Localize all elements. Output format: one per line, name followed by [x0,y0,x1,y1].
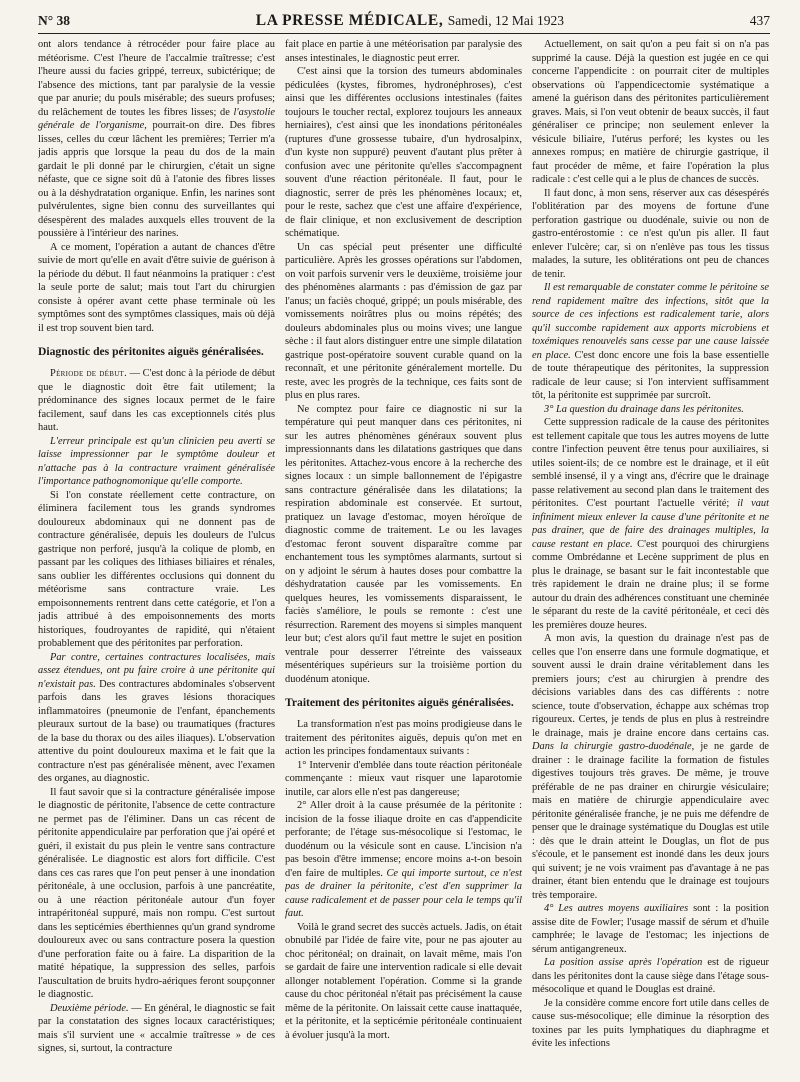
journal-title [256,12,564,30]
column-3 [532,38,769,1074]
paragraph: Ne comptez pour faire ce diagnostic ni sur la température qui peut manquer dans ces péritonites, ni sur les autres phénomènes généraux souvent plus impressionnants dans les dilatations gastriques que dans les péritonites. Attachez-vous encore à la recherche des signes locaux : un simple ballonnement de l'épigastre sans contracture généralisée dans les dilatations; la respiration abdominale est conservée. Et surtout, pratiquez un lavage d'estomac, moyen héroïque de diagnostic comme de traitement. Le ou les lavages d'estomac feront souvent disparaître comme par enchantement tous les symptômes alarmants, surtout si on y adjoint le sérum à hautes doses pour combattre la déshydratation causée par les vomissements. En quelques heures, les vomissements disparaissent, le faciès s'améliore, le pouls se remonte : c'est une résurrection. Rarement des moyens si simples manquent leur but; c'est alors qu'il faut mettre le sujet en position ventrale pour desserrer l'étreinte des vaisseaux mésentériques supérieurs sur la troisième portion du duodénum atonique. [285,403,522,685]
text-columns [38,38,770,1074]
paragraph: Un cas spécial peut présenter une difficulté particulière. Après les grosses opérations sur l'abdomen, on voit parfois survenir vers le deuxième, troisième jour des phénomènes alarmants : pas d'émission de gaz par l'anus; un faciès choqué, grippé; un pouls misérable, des vomissements noirâtres plus ou moins répétés; des douleurs abdominales plus ou moins vives; une langue sèche : il faut alors distinguer entre une simple dilatation gastrique post-opératoire souvent curable quand on la reconnaît, et une péritonite généralement mortelle. Du reste, avec les progrès de la technique, ces faits sont de plus en plus rares. [285,241,522,401]
running-header [38,12,770,38]
section-heading-traitement: Traitement des péritonites aiguës généralisées. [285,696,514,709]
section-heading-diagnostic: Diagnostic des péritonites aiguës généralisées. [38,345,264,358]
paragraph: 2° Aller droit à la cause présumée de la péritonite : incision de la fosse iliaque droite en cas d'appendicite perforante; de l'étage sus-mésocolique si l'estomac, le duodénum ou la vésicule sont en cause. L'incision n'a pas besoin d'être immense; encore moins a-t-on besoin d'en faire de multiples. Ce qui importe surtout, ce n'est pas de drainer la péritonite, c'est d'en supprimer la cause radicalement et de passer pour cela le temps qu'il faut. [285,800,522,919]
paragraph: 4° Les autres moyens auxiliaires sont : la position assise dite de Fowler; l'usage massif de sérum et d'huile camphrée; le lavage de l'estomac; les injections de sérum antigangreneux. [532,903,769,955]
issue-number: N° 38 [38,13,71,28]
paragraph: La transformation n'est pas moins prodigieuse dans le traitement des péritonites aiguës, depuis qu'on met en action les principes fondamentaux suivants : [285,719,522,757]
page-number: 437 [749,13,770,28]
column-2 [285,38,522,1074]
paragraph: Actuellement, on sait qu'on a peu fait si on n'a pas supprimé la cause. Déjà la question est jugée en ce qui concerne l'appendicite : on pourrait citer de multiples observations où l'appendicectomie systématique a amené la guérison dans des péritonites particulièrement graves. Mais, si l'on veut obtenir de beaux succès, il faut généraliser ce principe; non seulement enlever la vésicule biliaire, l'utérus perforé; les kystes ou les annexes rompus; en matière de chirurgie gastrique, il faut procéder de même, et faire l'opération la plus radicale : c'est celle qui a le plus de chances de succès. [532,39,769,185]
paragraph: Je la considère comme encore fort utile dans celles de cause sus-mésocolique; elle diminue la résorption des toxines par les puits lymphatiques du diaphragme et évite les infections [532,997,769,1049]
paragraph: Si l'on constate réellement cette contracture, on éliminera facilement tous les grands syndromes douloureux abdominaux qui ne donnent pas de contracture généralisée, depuis les douleurs de l'ulcus gastrique non perforé, jusqu'à la colique de plomb, en passant par les coliques des lithiases biliaires et rénales, sans oublier les différentes occlusions qui donnent du météorisme sans contracture vraie. Les empoisonnements rentrent dans cette catégorie, et l'on a jadis attribué à des empoisonnements des morts historiques, foudroyantes de rapidité, qui n'étaient probablement que des péritonites par perforation. [38,489,275,649]
paragraph: A mon avis, la question du drainage n'est pas de celles que l'on enserre dans une formule dogmatique, et souvent aussi le drain draine véritablement dans les premiers jours; c'est au chirurgien à prendre des décisions variables dans des cas différents : notre science, toute d'observation, échappe aux schémas trop rigoureux. Certes, je tends de plus en plus à restreindre le drainage, mais je draine encore dans certains cas. Dans la chirurgie gastro-duodénale, je ne garde de drainer : le drainage facilite la formation de fistules digestives toujours très graves. De même, je trouve préférable de ne pas drainer en chirurgie vésiculaire; mais en matière de chirurgie appendiculaire avec péritonite généralisée franche, je ne puis me défendre de penser que le drainage systématique du Douglas est utile : dès que le drain atteint le Douglas, un flot de pus s'écoule, et le pansement est inondé dans les deux jours qui suivent; je ne vois vraiment pas d'avantage à ne pas drainer, étant bien entendu que le drainage est toujours très temporaire. [532,633,769,901]
paragraph: Il faut savoir que si la contracture généralisée impose le diagnostic de péritonite, l'absence de cette contracture ne permet pas de l'éliminer. Dans un cas récent de péritonite appendiculaire par perforation que j'ai opéré et guéri, il existait du pus plein le ventre sans contracture généralisée. Le diagnostic est alors fort difficile. C'est dans ces cas rares que l'on peut penser à une inondation péritonéale, à une occlusion, parfois à une pancréatite, ou à une réaction péritonéale autour d'un foyer intrapéritonéal suppuré, mais non rompu. C'est surtout dans les septicémies éberthiennes qu'un grand syndrome douloureux avec ou sans contracture posera la question d'une perforation faite ou à faire. La disparition de la matité hépatique, la suppression des selles, parfois l'auscultation de bruits hydro-aériques feront soupçonner le diagnostic. [38,786,275,1000]
paragraph: Voilà le grand secret des succès actuels. Jadis, on était obnubilé par l'idée de faire vite, pour ne pas ajouter au choc péritonéal; on drainait, on lavait même, mais l'on se gardait de faire une intervention radicale si elle devait allonger notablement l'opération. Comme si la grande cause du choc péritonéal n'était pas précisément la cause même de la péritonite. On laissait cette cause inattaquée, et la péritonite, et la septicémie péritonéale continuaient à évoluer jusqu'à la mort. [285,921,522,1041]
paragraph: A ce moment, l'opération a autant de chances d'être suivie de mort qu'elle en avait d'être suivie de guérison à la période du début. Il faut néanmoins la pratiquer : c'est la seule porte de salut; mais tout l'art du chirurgien consiste à opérer avant cette phase terminale où les symptômes sont des symptômes classiques, mais où déjà il est trop souvent bien tard. [38,241,275,334]
paragraph: fait place en partie à une météorisation par paralysie des anses intestinales, le diagnostic peut errer. [285,39,522,64]
paragraph: C'est ainsi que la torsion des tumeurs abdominales pédiculées (kystes, fibromes, hydronéphroses), c'est ainsi que les différentes occlusions intestinales (faites toujours le toucher rectal, explorez toujours les anneaux herniaires), c'est ainsi que les inondations péritonéales (ruptures d'une grossesse tubaire, d'un hydrosalpinx, d'un kyste non suppuré) peuvent d'autant plus prêter à confusion avec une péritonite qu'elles s'accompagnent souvent d'une réaction péritonéale. Il faut, pour le diagnostic, serrer de près les phénomènes locaux; et, pour le reste, sachez que c'est une affaire d'expérience, de flair clinique, et non exclusivement de description schématique. [285,66,522,239]
paragraph: L'erreur principale est qu'un clinicien peu averti se laisse impressionner par le symptôme douleur et n'attache pas à la contracture vraiment généralisée l'importance pathognomonique qu'elle comporte. [38,435,275,487]
header-rule [38,33,770,34]
journal-name: LA PRESSE MÉDICALE, [255,12,444,29]
paragraph: ont alors tendance à rétrocéder pour faire place au météorisme. C'est l'heure de l'accalmie traîtresse; c'est l'heure aussi du facies grippé, terreux, subictérique; de l'absence des mictions, tant par paralysie de la vessie que par anurie; du pouls misérable; des sueurs profuses; du relâchement de toutes les fibres lisses; de l'asystolie générale de l'organisme, pourrait-on dire. Des fibres lisses, celles du cœur lâchent les premières; Terrier m'a jadis appris que lorsque la peau du dos de la main gardait le pli donné par le chirurgien, c'était un signe néfaste, que ce signe soit dû à l'atonie des fibres lisses ou à la déshydratation organique. Enfin, les narines sont pulvérulentes, signe bien connu des surveillantes qui désespèrent des malades auxquels elles trouvent de la poussière à l'intérieur des narines. [38,39,275,239]
paragraph: Il faut donc, à mon sens, réserver aux cas désespérés l'oblitération par des moyens de fortune d'une perforation gastrique ou duodénale, suivie ou non de gastro-entérostomie : ce n'est qu'un pis aller. Il faut enlever l'ulcère; car, si on n'enlève pas tous les tissus malades, la suture, les oblitérations ont peu de chances de tenir. [532,187,769,280]
issue-date: Samedi, 12 Mai 1923 [447,13,565,28]
paragraph: Deuxième période. — En général, le diagnostic se fait par la constatation des signes locaux caractéristiques; mais s'il survient une « accalmie traîtresse » de ces signes, si, surtout, la contracture [38,1002,275,1054]
paragraph: Cette suppression radicale de la cause des péritonites est tellement capitale que tous les autres moyens de lutte contre l'infection peuvent être tenus pour auxiliaires, si utiles soient-ils; de ce nombre est le drainage, et il eût semblé insensé, il y a vingt ans, d'écrire que le drainage passe relativement au second plan dans le traitement des péritonites. C'est pourtant l'actuelle vérité; il vaut infiniment mieux enlever la cause d'une péritonite et ne pas drainer, que de faire des drainages multiples, la cause restant en place. C'est pourquoi des chirurgiens comme Ombrédanne et Lecène suppriment de plus en plus le drainage, se basant sur le fait incontestable que très rapidement le drain ne draine plus; il se forme autour du drain des adhérences constituant une cheminée le séparant du reste de la cavité péritonéale, et ceci dès les premières douze heures. [532,417,769,631]
paragraph: 1° Intervenir d'emblée dans toute réaction péritonéale commençante : mieux vaut risquer une laparotomie inutile, car alors elle n'est pas dangereuse; [285,759,522,798]
paragraph: 3° La question du drainage dans les péritonites. [544,403,744,415]
column-1 [38,38,275,1074]
paragraph: Période de début. — C'est donc à la période de début que le diagnostic doit être fait utilement; la prédominance des signes locaux permet de le faire facilement, sauf dans les cas exceptionnels cités plus haut. [38,368,275,433]
paragraph: Il est remarquable de constater comme le péritoine se rend rapidement maître des infections, sitôt que la source de ces infections est radicalement tarie, alors qu'il succombe rapidement aux apports microbiens et toxémiques renouvelés sans cesse par une cause laissée en place. C'est donc encore une fois la base essentielle de toute thérapeutique des péritonites, la suppression radicale de leur cause; si l'on intervient suffisamment tôt, la péritonite est supprimée par surcroît. [532,282,769,401]
paragraph: La position assise après l'opération est de rigueur dans les péritonites dont la cause siège dans l'étage sous-mésocolique et quand le Douglas est drainé. [532,957,769,995]
paragraph: Par contre, certaines contractures localisées, mais assez étendues, ont pu faire croire à une péritonite qui n'existait pas. Des contractures abdominales s'observent parfois dans les graves lésions thoraciques inflammatoires (pneumonie de l'enfant, épanchements pleuraux surtout de la base) ou traumatiques (fractures de la base du thorax ou des ailes iliaques). L'observation attentive du point douloureux maxima et le fait que la contracture n'est pas généralisée mènent, avec l'examen des organes, au diagnostic. [38,651,275,784]
